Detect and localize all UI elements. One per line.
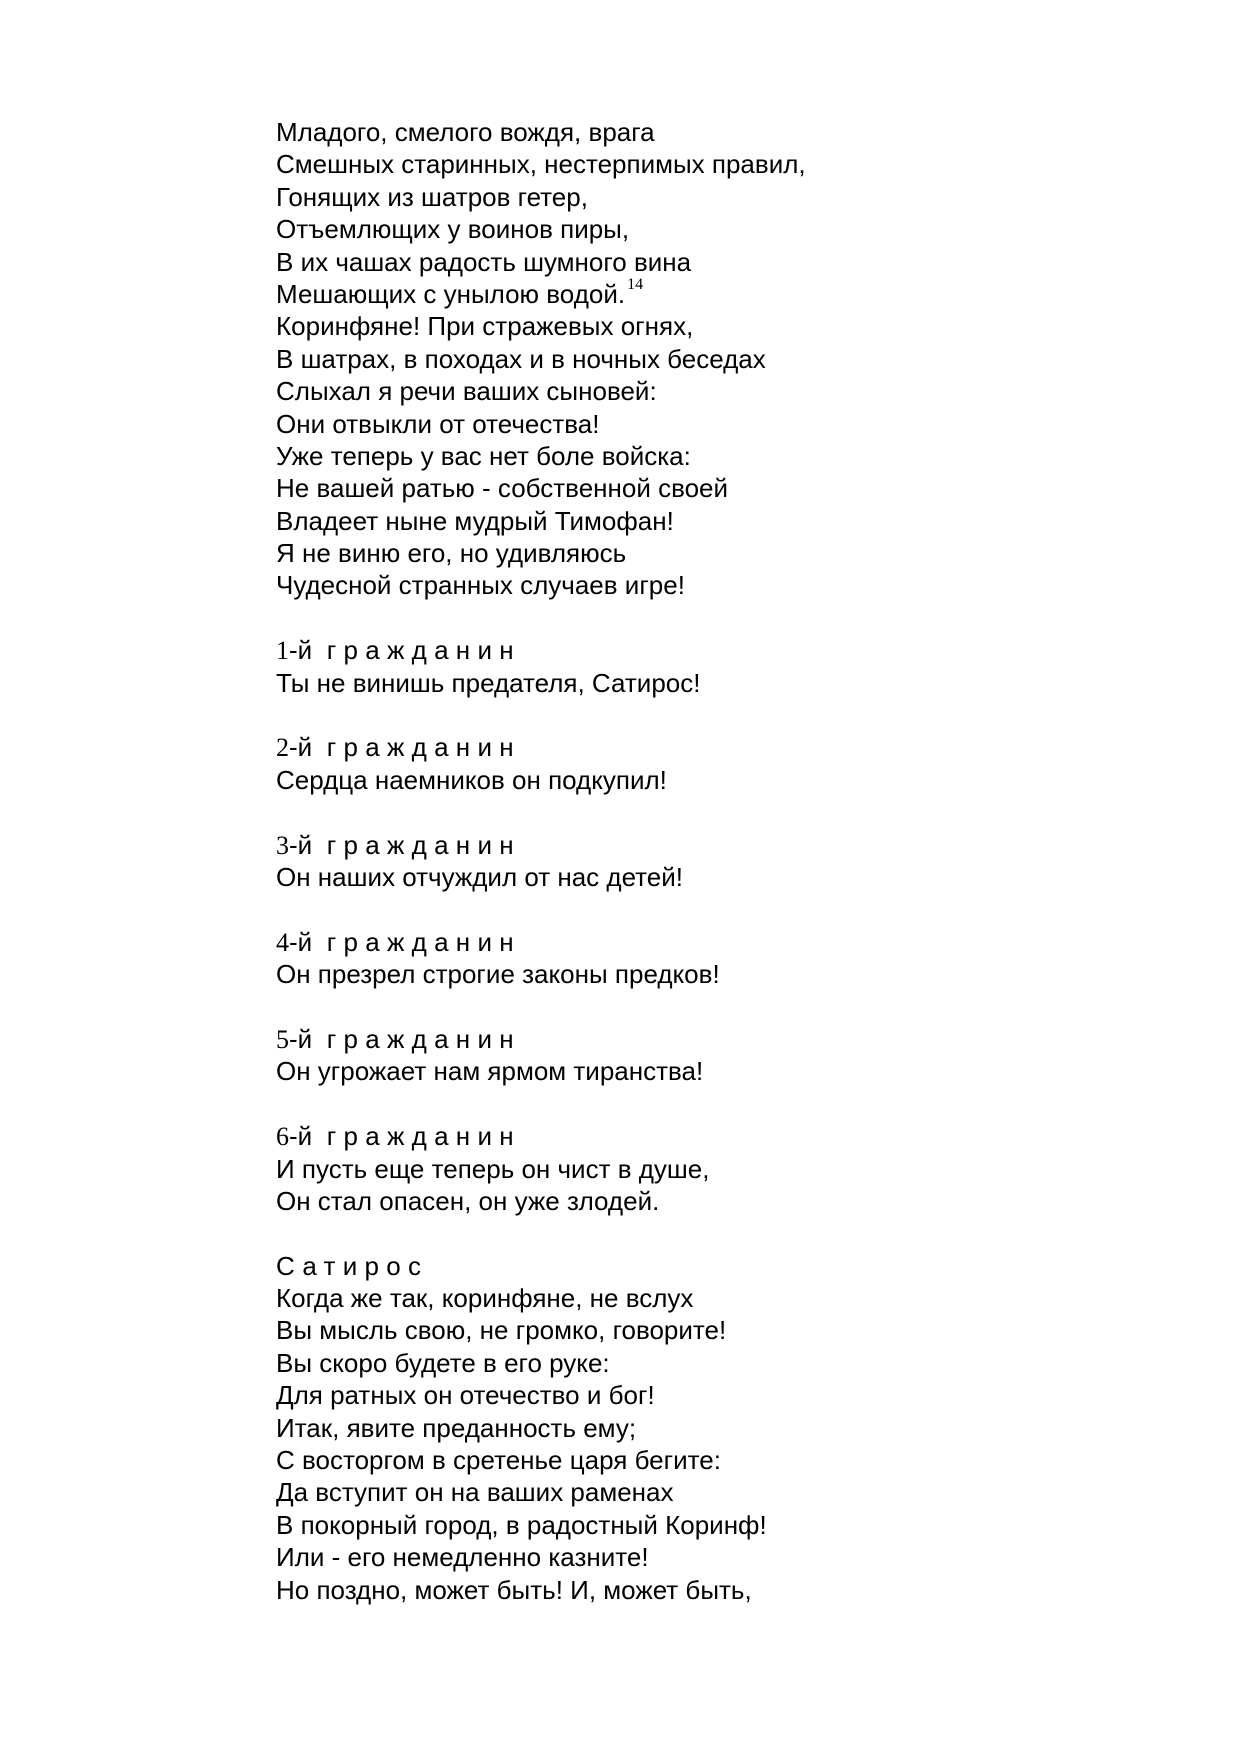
verse-line: Или - его немедленно казните! [276,1542,649,1573]
verse-line: Он презрел строгие законы предков! [276,959,720,990]
verse-line: Да вступит он на ваших раменах [276,1477,674,1508]
speaker-suffix: -й [289,829,313,860]
speaker-heading-citizen-6 [276,1120,1176,1152]
verse-line: Они отвыкли от отечества! [276,408,600,439]
speaker-suffix: -й [289,635,313,666]
speaker-heading-citizen-2 [276,731,1176,763]
verse-line: Но поздно, может быть! И, может быть, [276,1574,752,1605]
verse-line: Он стал опасен, он уже злодей. [276,1185,660,1216]
speaker-role: гражданин [326,926,521,957]
verse-line: Для ратных он отечество и бог! [276,1380,655,1411]
verse-line: Вы скоро будете в его руке: [276,1347,610,1378]
stanza-gap [276,991,1176,1023]
stanza-gap [276,699,1176,731]
speaker-number: 1 [276,636,289,666]
stanza-gap [276,1088,1176,1120]
speaker-role: гражданин [326,635,521,666]
speaker-number: 5 [276,1024,289,1054]
stanza-gap [276,1217,1176,1249]
speaker-number: 3 [276,830,289,860]
verse-line: Он угрожает нам ярмом тиранства! [276,1056,704,1087]
verse-line: Вы мысль свою, не громко, говорите! [276,1315,727,1346]
verse-line: Сердца наемников он подкупил! [276,764,667,795]
verse-line: Уже теперь у вас нет боле войска: [276,440,691,471]
stanza-gap [276,796,1176,828]
speaker-heading-citizen-4 [276,926,1176,958]
verse-line: Смешных старинных, нестерпимых правил, [276,149,806,180]
verse-line: Он наших отчуждил от нас детей! [276,861,683,892]
speaker-role: гражданин [326,829,521,860]
speaker-heading-citizen-1 [276,634,1176,666]
speaker-suffix: -й [289,1121,313,1152]
verse-line: Гонящих из шатров гетер, [276,181,588,212]
verse-line: С восторгом в сретенье царя бегите: [276,1445,721,1476]
verse-line: Слыхал я речи ваших сыновей: [276,376,657,407]
verse-line: Младого, смелого вождя, врага [276,117,655,147]
verse-line: Ты не винишь предателя, Сатирос! [276,667,701,698]
verse-line: Когда же так, коринфяне, не вслух [276,1283,694,1314]
speaker-number: 6 [276,1122,289,1152]
play-text [276,116,1176,1606]
verse-line: Итак, явите преданность ему; [276,1412,637,1443]
verse-line: В их чашах радость шумного вина [276,246,692,277]
speaker-role: гражданин [326,1121,521,1152]
verse-line: Чудесной странных случаев игре! [276,570,685,601]
speaker-number: 4 [276,927,289,957]
verse-line: В покорный город, в радостный Коринф! [276,1509,767,1540]
footnote-marker: 14 [627,275,644,293]
verse-line: Коринфяне! При стражевых огнях, [276,311,694,342]
verse-text: Мешающих с унылою водой. [276,278,626,309]
stanza-gap [276,602,1176,634]
verse-line-with-footnote [276,275,1176,310]
verse-line: Отъемлющих у воинов пиры, [276,214,630,245]
stanza-gap [276,893,1176,925]
speaker-heading-citizen-3 [276,829,1176,861]
speaker-role: гражданин [326,732,521,763]
verse-line: Я не виню его, но удивляюсь [276,538,627,569]
speaker-heading-satiros: Сатирос [276,1250,429,1281]
verse-line: В шатрах, в походах и в ночных беседах [276,343,766,374]
speaker-number: 2 [276,733,289,763]
speaker-heading-citizen-5 [276,1023,1176,1055]
verse-line: И пусть еще теперь он чист в душе, [276,1153,710,1184]
speaker-suffix: -й [289,732,313,763]
speaker-suffix: -й [289,1023,313,1054]
verse-line: Владеет ныне мудрый Тимофан! [276,505,674,536]
speaker-role: гражданин [326,1023,521,1054]
speaker-suffix: -й [289,926,313,957]
verse-line: Не вашей ратью - собственной своей [276,473,729,504]
